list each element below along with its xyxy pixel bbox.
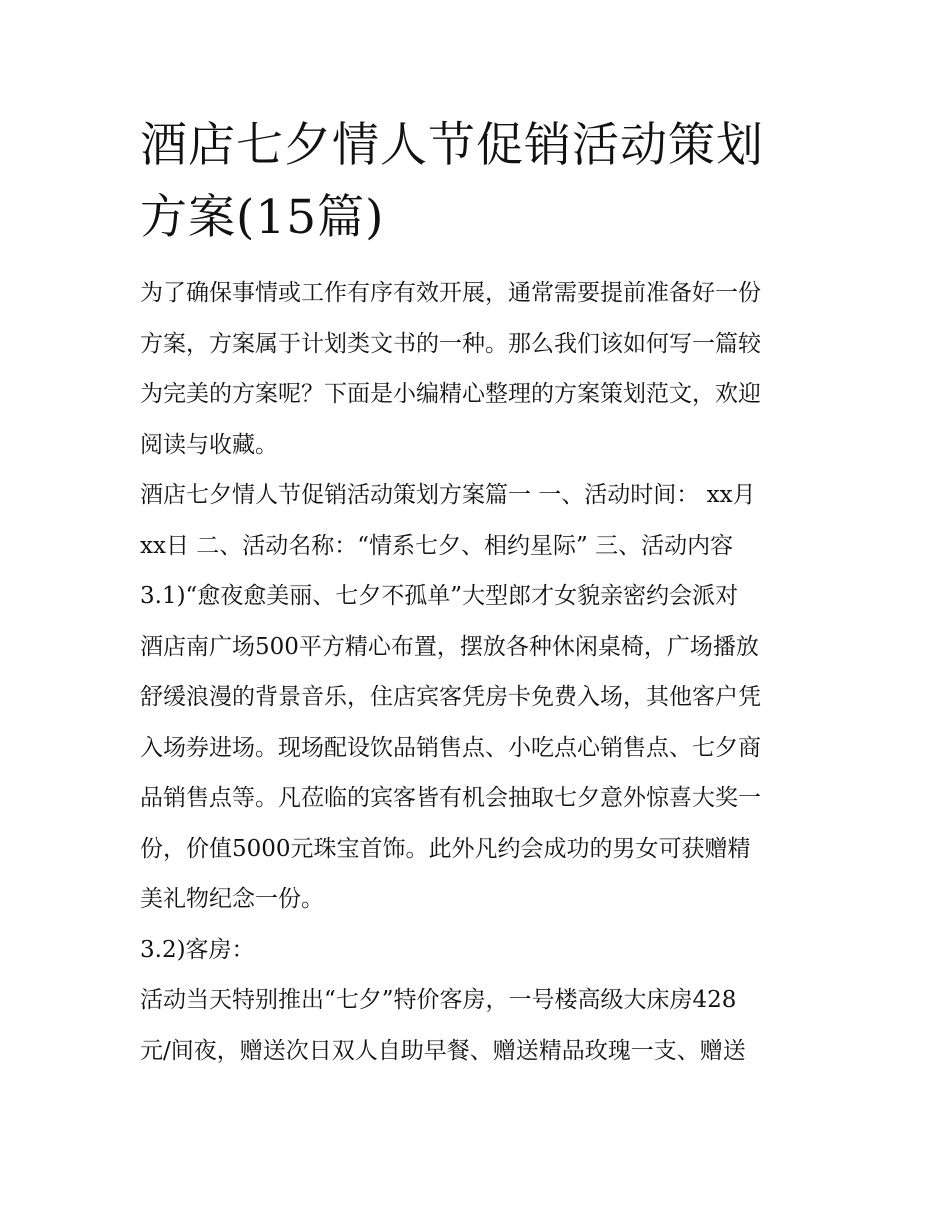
body-line: 为完美的方案呢？下面是小编精心整理的方案策划范文，欢迎	[140, 381, 761, 407]
body-line: 酒店七夕情人节促销活动策划方案篇一 一、活动时间： xx月	[140, 482, 756, 508]
body-line: 美礼物纪念一份。	[140, 886, 324, 912]
document-body	[140, 268, 815, 1076]
body-line: 酒店南广场500平方精心布置，摆放各种休闲桌椅，广场播放	[140, 633, 759, 660]
body-line: xx日 二、活动名称：“情系七夕、相约星际” 三、活动内容	[140, 532, 734, 559]
body-line: 品销售点等。凡莅临的宾客皆有机会抽取七夕意外惊喜大奖一	[140, 785, 761, 811]
body-line: 方案，方案属于计划类文书的一种。那么我们该如何写一篇较	[140, 330, 761, 357]
title-line-1: 酒店七夕情人节促销活动策划	[140, 118, 764, 173]
body-line: 为了确保事情或工作有序有效开展，通常需要提前准备好一份	[140, 280, 761, 306]
body-line: 3.1)“愈夜愈美丽、七夕不孤单”大型郎才女貌亲密约会派对	[140, 583, 739, 609]
body-line: 阅读与收藏。	[140, 431, 278, 458]
body-line: 份，价值5000元珠宝首饰。此外凡约会成功的男女可获赠精	[140, 835, 751, 862]
title-line-2: 方案(15篇)	[140, 190, 385, 245]
document-title	[140, 110, 815, 254]
document-content	[140, 110, 815, 1076]
body-line: 元/间夜，赠送次日双人自助早餐、赠送精品玫瑰一支、赠送	[140, 1037, 746, 1064]
body-line: 入场券进场。现场配设饮品销售点、小吃点心销售点、七夕商	[140, 734, 761, 761]
body-line: 3.2)客房：	[140, 936, 255, 963]
body-line: 舒缓浪漫的背景音乐，住店宾客凭房卡免费入场，其他客户凭	[140, 684, 761, 710]
body-line: 活动当天特别推出“七夕”特价客房，一号楼高级大床房428	[140, 987, 737, 1013]
